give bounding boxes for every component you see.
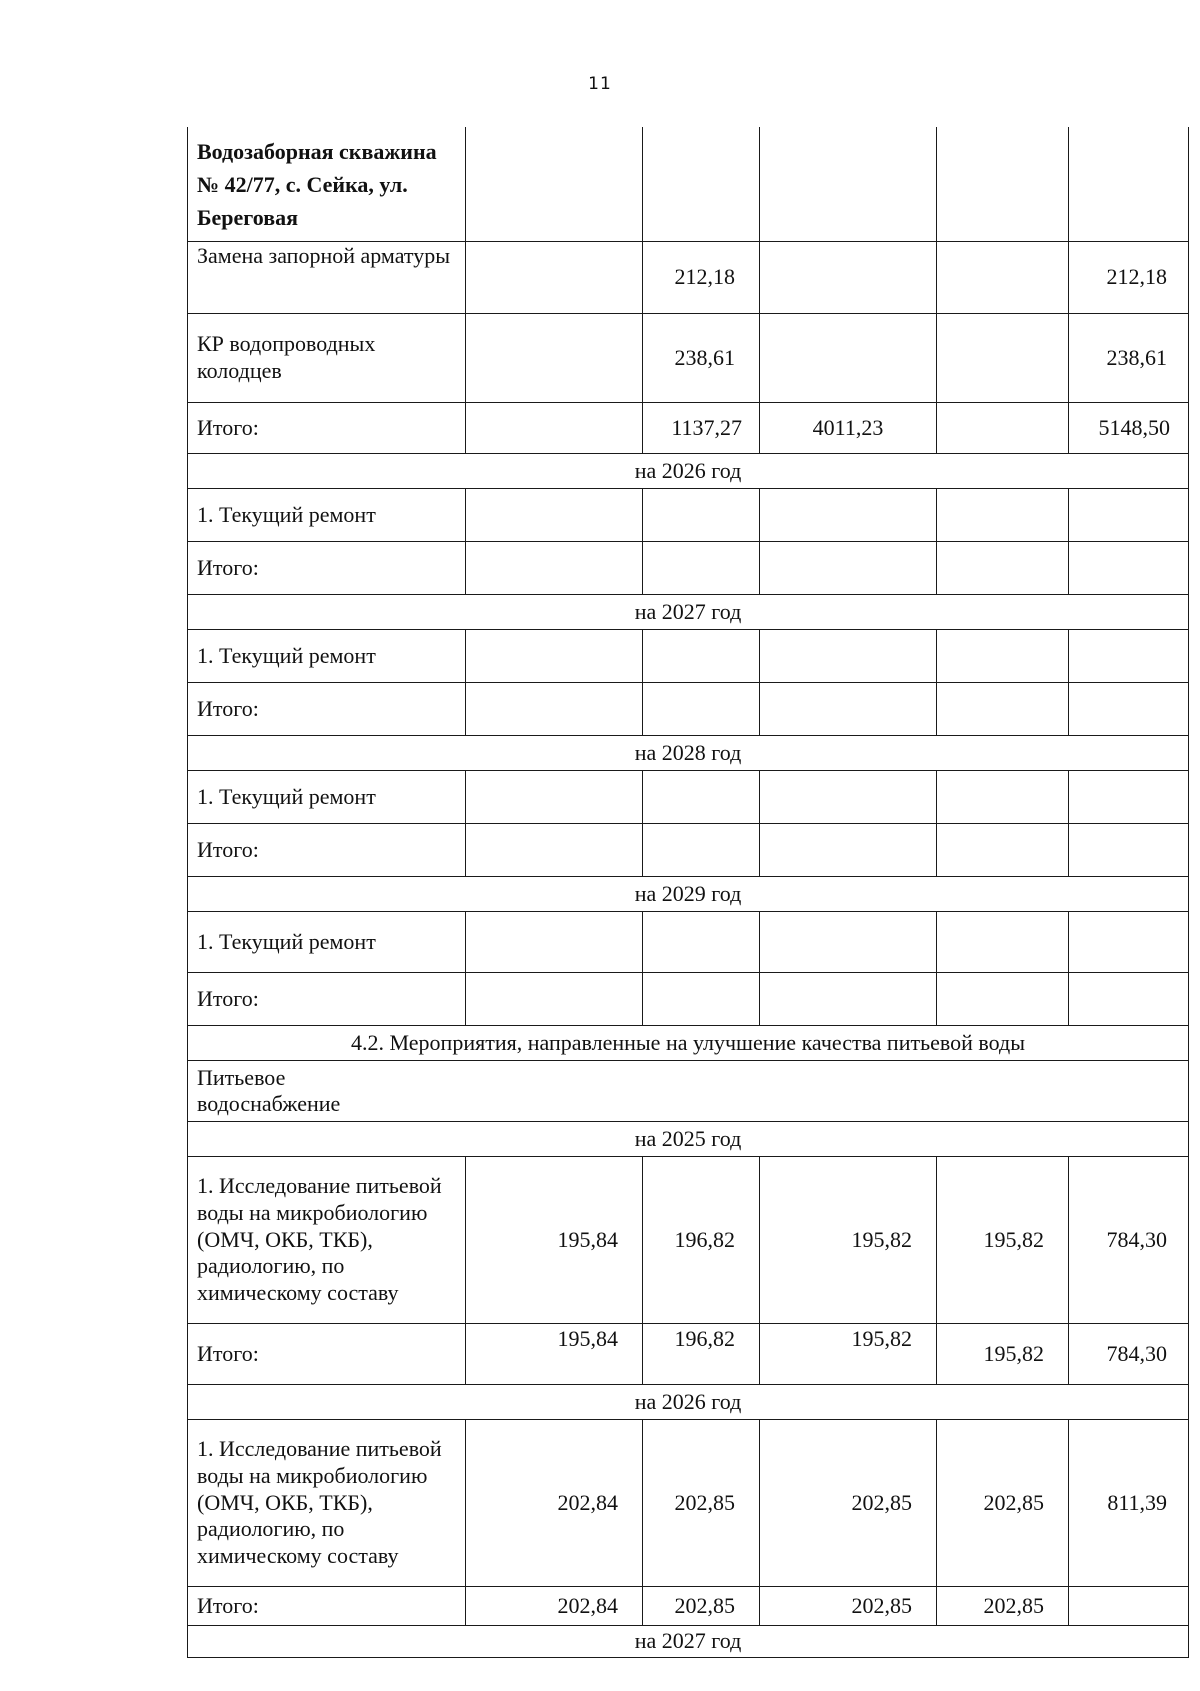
- table-row: [188, 454, 1189, 489]
- measures-table: [187, 127, 1189, 1658]
- table-row: [188, 973, 1189, 1026]
- table-row: [188, 314, 1189, 403]
- cell-value: 202,85: [760, 1420, 937, 1587]
- cell-value: 195,82: [937, 1157, 1069, 1324]
- row-name: 1. Исследование питьевой воды на микробиологию (ОМЧ, ОКБ, ТКБ), радиологию, по химическому составу: [188, 1157, 466, 1324]
- table-row: [188, 1420, 1189, 1587]
- row-name: КР водопроводных колодцев: [188, 314, 466, 403]
- cell-value: 195,82: [760, 1157, 937, 1324]
- row-name: 1. Текущий ремонт: [188, 771, 466, 824]
- cell-value: 202,84: [466, 1420, 643, 1587]
- cell-value: 4011,23: [760, 403, 937, 454]
- table-row: [188, 1385, 1189, 1420]
- cell-total: 238,61: [1069, 314, 1189, 403]
- cell-value: 202,85: [937, 1587, 1069, 1626]
- cell-value: 196,82: [643, 1324, 760, 1385]
- row-name: 1. Текущий ремонт: [188, 912, 466, 973]
- cell-value: 238,61: [643, 314, 760, 403]
- table-row: [188, 912, 1189, 973]
- cell-value: 202,85: [760, 1587, 937, 1626]
- page-number: 11: [588, 74, 612, 94]
- object-name: Водозаборная скважина № 42/77, с. Сейка, ул. Береговая: [188, 127, 466, 242]
- table-row: [188, 824, 1189, 877]
- year-heading: на 2026 год: [188, 454, 1189, 489]
- row-name: Итого:: [188, 542, 466, 595]
- row-name: Итого:: [188, 403, 466, 454]
- table-row: [188, 1626, 1189, 1658]
- row-name: Итого:: [188, 1587, 466, 1626]
- row-name: Замена запорной арматуры: [188, 242, 466, 314]
- year-heading: на 2028 год: [188, 736, 1189, 771]
- cell-value: 202,84: [466, 1587, 643, 1626]
- section-heading: 4.2. Мероприятия, направленные на улучшение качества питьевой воды: [188, 1026, 1189, 1061]
- table-row: [188, 1061, 1189, 1122]
- cell-value: 202,85: [643, 1587, 760, 1626]
- cell-total: 5148,50: [1069, 403, 1189, 454]
- row-name: 1. Текущий ремонт: [188, 489, 466, 542]
- subsection-heading: [188, 1061, 1189, 1122]
- cell-value: 195,82: [937, 1324, 1069, 1385]
- table-row: [188, 1026, 1189, 1061]
- cell-value: 212,18: [643, 242, 760, 314]
- table-row: [188, 403, 1189, 454]
- year-heading: на 2025 год: [188, 1122, 1189, 1157]
- table-row: [188, 1324, 1189, 1385]
- cell-value: 195,84: [466, 1324, 643, 1385]
- cell-value: 196,82: [643, 1157, 760, 1324]
- cell-value: 202,85: [643, 1420, 760, 1587]
- year-heading: на 2026 год: [188, 1385, 1189, 1420]
- table-row: [188, 489, 1189, 542]
- table-row: [188, 771, 1189, 824]
- cell-total: 811,39: [1069, 1420, 1189, 1587]
- row-name: 1. Исследование питьевой воды на микробиологию (ОМЧ, ОКБ, ТКБ), радиологию, по химическому составу: [188, 1420, 466, 1587]
- cell-total: 784,30: [1069, 1324, 1189, 1385]
- year-heading: на 2027 год: [188, 1626, 1189, 1658]
- row-name: Итого:: [188, 824, 466, 877]
- table-row: [188, 877, 1189, 912]
- table-row: [188, 127, 1189, 242]
- cell-value: 195,82: [760, 1324, 937, 1385]
- table-row: [188, 1122, 1189, 1157]
- row-name: Итого:: [188, 683, 466, 736]
- cell-value: 202,85: [937, 1420, 1069, 1587]
- cell-total: 212,18: [1069, 242, 1189, 314]
- row-name: Итого:: [188, 1324, 466, 1385]
- table-row: [188, 595, 1189, 630]
- table-row: [188, 242, 1189, 314]
- cell-value: 1137,27: [643, 403, 760, 454]
- year-heading: на 2027 год: [188, 595, 1189, 630]
- year-heading: на 2029 год: [188, 877, 1189, 912]
- table-row: [188, 1587, 1189, 1626]
- table-row: [188, 630, 1189, 683]
- table-row: [188, 542, 1189, 595]
- table-row: [188, 736, 1189, 771]
- row-name: 1. Текущий ремонт: [188, 630, 466, 683]
- cell-total: 784,30: [1069, 1157, 1189, 1324]
- row-name: Итого:: [188, 973, 466, 1026]
- subsection-label: Питьевое водоснабжение: [197, 1065, 341, 1116]
- cell-value: 195,84: [466, 1157, 643, 1324]
- table-row: [188, 683, 1189, 736]
- table-row: [188, 1157, 1189, 1324]
